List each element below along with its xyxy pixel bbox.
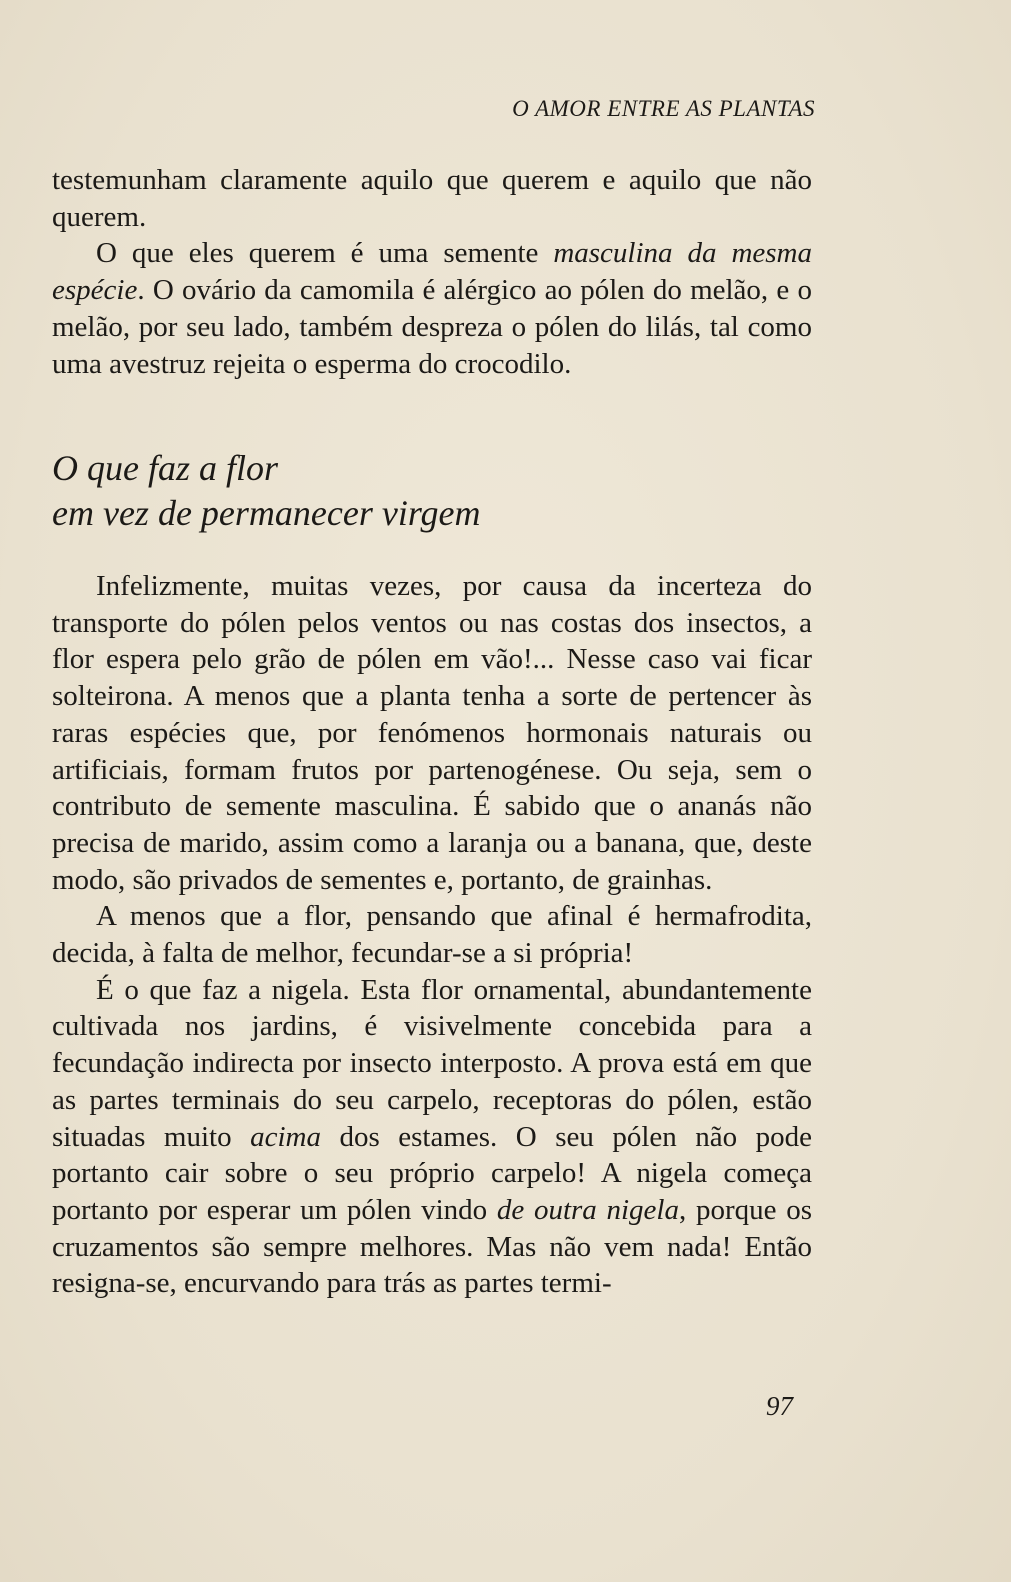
- section-title: [52, 446, 812, 536]
- paragraph: testemunham claramente aquilo que querem e aquilo que não querem.: [52, 164, 812, 233]
- italic-text: de outra nigela: [496, 1193, 679, 1226]
- text-run: , porque os cruzamentos são sempre melhores. Mas não vem nada! Então resigna-se, encurvando para trás as partes termi-: [52, 1193, 812, 1300]
- text-run: dos estames. O seu pólen não pode portanto cair sobre o seu próprio carpelo! A nigela começa portanto por esperar um pólen vindo: [52, 1120, 813, 1226]
- paragraph: A menos que a flor, pensando que afinal é hermafrodita, decida, à falta de melhor, fecundar-se a si própria!: [52, 900, 812, 970]
- italic-text: acima: [250, 1120, 321, 1153]
- paragraph: [52, 972, 812, 1302]
- intro-text: [52, 162, 812, 382]
- section-text: [52, 568, 812, 1302]
- paragraph: [52, 235, 812, 382]
- section-title-line: em vez de permanecer virgem: [52, 493, 481, 533]
- text-run: É o que faz a nigela. Esta flor ornamental, abundantemente cultivada nos jardins, é visivelmente concebida para a fecundação indirecta por insecto interposto. A prova está em que as partes terminais do seu carpelo, receptoras do pólen, estão situadas muito: [52, 973, 812, 1153]
- running-head: O AMOR ENTRE AS PLANTAS: [512, 96, 815, 121]
- text-run: O que eles querem é uma semente: [96, 237, 554, 270]
- italic-text: masculina da mesma espécie: [52, 237, 812, 307]
- section-title-line: O que faz a flor: [52, 448, 279, 488]
- paragraph: Infelizmente, muitas vezes, por causa da incerteza do transporte do pólen pelos ventos ou nas costas dos insectos, a flor espera pelo grão de pólen em vão!... Nesse caso vai ficar solteirona. A menos que a planta tenha a sorte de pertencer às raras espécies que, por fenómenos hormonais naturais ou artificiais, formam frutos por partenogénese. Ou seja, sem o contributo de semente masculina. É sabido que o ananás não precisa de marido, assim como a laranja ou a banana, que, deste modo, são privados de sementes e, portanto, de grainhas.: [52, 570, 812, 896]
- text-run: . O ovário da camomila é alérgico ao pólen do melão, e o melão, por seu lado, também despreza o pólen do lilás, tal como uma avestruz rejeita o esperma do crocodilo.: [52, 274, 812, 380]
- page-number: 97: [766, 1391, 793, 1421]
